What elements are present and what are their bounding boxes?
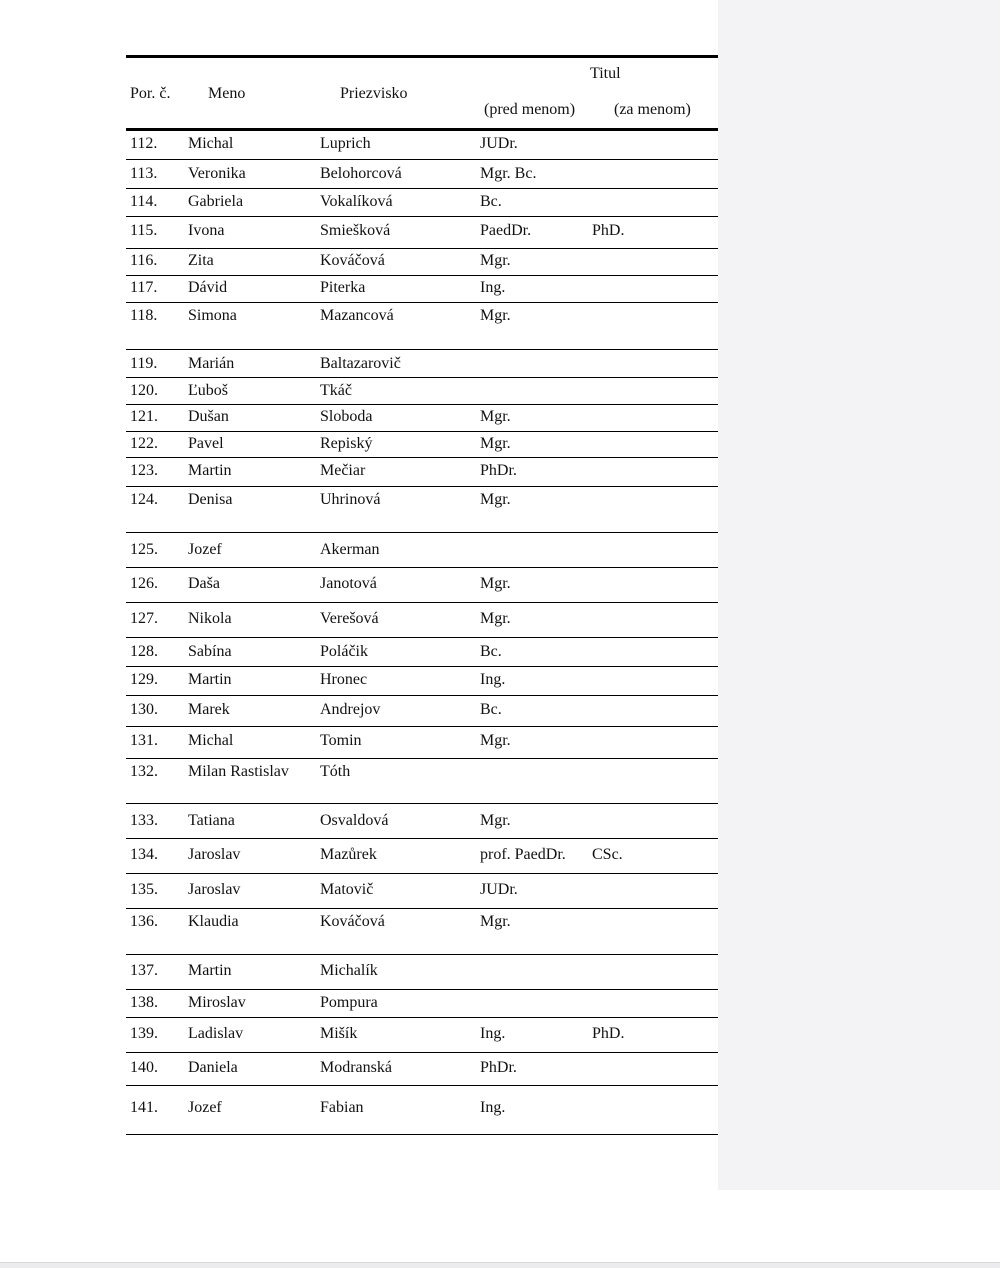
row-title-before: Mgr. [480,913,511,930]
row-title-before: Mgr. [480,408,511,425]
row-first-name: Michal [188,135,234,152]
row-last-name: Kováčová [320,913,385,930]
row-last-name: Smiešková [320,222,391,239]
table-body [126,131,718,1135]
header-za-menom: (za menom) [614,101,691,118]
row-first-name: Jozef [188,1099,222,1116]
row-last-name: Andrejov [320,701,381,718]
table-row [126,1086,718,1135]
row-number: 132. [130,763,158,780]
row-first-name: Jaroslav [188,846,241,863]
row-last-name: Osvaldová [320,812,389,829]
row-first-name: Martin [188,962,232,979]
row-first-name: Sabína [188,643,232,660]
row-number: 131. [130,732,158,749]
header-pred-menom: (pred menom) [484,101,576,118]
row-last-name: Baltazarovič [320,355,401,372]
table-row [126,160,718,189]
row-last-name: Belohorcová [320,165,402,182]
table-row [126,533,718,568]
viewer-background [718,0,1000,1190]
header-por: Por. č. [130,85,171,102]
row-last-name: Modranská [320,1059,392,1076]
next-page-edge [0,1262,1000,1268]
row-last-name: Piterka [320,279,366,296]
table-row [126,759,718,804]
row-title-before: Mgr. [480,610,511,627]
row-title-before: Bc. [480,643,502,660]
row-last-name: Michalík [320,962,378,979]
row-number: 141. [130,1099,158,1116]
row-title-before: PhDr. [480,1059,517,1076]
row-first-name: Klaudia [188,913,239,930]
row-title-before: Bc. [480,193,502,210]
row-last-name: Akerman [320,541,380,558]
row-title-before: Mgr. [480,435,511,452]
row-first-name: Denisa [188,491,233,508]
row-first-name: Marián [188,355,235,372]
table-row [126,568,718,603]
row-first-name: Miroslav [188,994,246,1011]
row-first-name: Jaroslav [188,881,241,898]
page-gap [0,1190,1000,1262]
row-number: 115. [130,222,158,239]
row-first-name: Daša [188,575,220,592]
row-number: 129. [130,671,158,688]
row-last-name: Mišík [320,1025,358,1042]
table-row [126,603,718,638]
row-last-name: Tomin [320,732,362,749]
row-title-before: Mgr. [480,732,511,749]
row-last-name: Repiský [320,435,373,452]
row-number: 118. [130,307,158,324]
row-number: 120. [130,382,158,399]
row-last-name: Fabian [320,1099,364,1116]
row-last-name: Verešová [320,610,379,627]
row-number: 138. [130,994,158,1011]
row-first-name: Tatiana [188,812,235,829]
row-title-before: Ing. [480,1099,506,1116]
table-row [126,487,718,533]
row-title-before: JUDr. [480,881,518,898]
row-number: 124. [130,491,158,508]
table-row [126,839,718,874]
row-number: 117. [130,279,158,296]
row-title-before: Mgr. [480,575,511,592]
table-row [126,350,718,378]
table-row [126,696,718,727]
row-first-name: Michal [188,732,234,749]
row-last-name: Poláčik [320,643,368,660]
table-row [126,638,718,667]
row-first-name: Zita [188,252,214,269]
row-title-before: Ing. [480,1025,506,1042]
row-first-name: Daniela [188,1059,238,1076]
row-first-name: Milan Rastislav [188,763,289,780]
row-last-name: Matovič [320,881,374,898]
table-row [126,405,718,432]
row-number: 134. [130,846,158,863]
row-first-name: Ľuboš [188,382,228,399]
row-title-before: Mgr. [480,491,511,508]
members-table [126,55,718,1135]
row-first-name: Martin [188,671,232,688]
table-row [126,727,718,759]
row-number: 136. [130,913,158,930]
row-number: 135. [130,881,158,898]
row-number: 116. [130,252,158,269]
row-number: 123. [130,462,158,479]
row-first-name: Simona [188,307,237,324]
row-first-name: Dávid [188,279,228,296]
row-last-name: Mečiar [320,462,366,479]
row-number: 121. [130,408,158,425]
row-last-name: Sloboda [320,408,373,425]
row-first-name: Gabriela [188,193,244,210]
row-last-name: Pompura [320,994,378,1011]
row-last-name: Janotová [320,575,377,592]
row-last-name: Luprich [320,135,371,152]
header-meno: Meno [208,85,246,102]
row-first-name: Nikola [188,610,232,627]
row-number: 139. [130,1025,158,1042]
table-row [126,458,718,487]
table-row [126,217,718,249]
row-last-name: Vokalíková [320,193,393,210]
table-row [126,909,718,955]
row-first-name: Martin [188,462,232,479]
header-titul: Titul [590,65,621,82]
row-last-name: Hronec [320,671,368,688]
row-title-before: Mgr. [480,307,511,324]
row-title-before: Mgr. [480,252,511,269]
row-title-before: JUDr. [480,135,518,152]
table-row [126,131,718,160]
row-title-before: Ing. [480,671,506,688]
table-row [126,189,718,217]
row-title-before: PhDr. [480,462,517,479]
row-title-before: PaedDr. [480,222,532,239]
table-row [126,1018,718,1053]
row-first-name: Dušan [188,408,229,425]
row-last-name: Tkáč [320,382,352,399]
row-last-name: Tóth [320,763,351,780]
header-priezvisko: Priezvisko [340,85,408,102]
row-first-name: Ladislav [188,1025,244,1042]
row-title-after: PhD. [592,222,625,239]
row-last-name: Kováčová [320,252,385,269]
row-number: 126. [130,575,158,592]
row-number: 125. [130,541,158,558]
row-number: 112. [130,135,158,152]
row-number: 113. [130,165,158,182]
row-last-name: Mazůrek [320,846,377,863]
row-number: 122. [130,435,158,452]
row-first-name: Marek [188,701,230,718]
row-number: 114. [130,193,158,210]
row-title-after: PhD. [592,1025,625,1042]
table-row [126,249,718,276]
row-number: 128. [130,643,158,660]
table-row [126,276,718,303]
row-title-before: Mgr. [480,812,511,829]
table-row [126,1053,718,1086]
table-row [126,432,718,458]
row-first-name: Jozef [188,541,222,558]
row-first-name: Pavel [188,435,224,452]
row-title-before: prof. PaedDr. [480,846,566,863]
table-row [126,874,718,909]
row-number: 119. [130,355,158,372]
row-number: 130. [130,701,158,718]
table-row [126,804,718,839]
row-number: 133. [130,812,158,829]
row-title-before: Mgr. Bc. [480,165,537,182]
row-number: 140. [130,1059,158,1076]
table-row [126,955,718,990]
row-last-name: Mazancová [320,307,394,324]
row-number: 137. [130,962,158,979]
table-row [126,667,718,696]
row-title-after: CSc. [592,846,623,863]
table-row [126,303,718,350]
row-title-before: Ing. [480,279,506,296]
table-header [126,55,718,131]
row-number: 127. [130,610,158,627]
row-title-before: Bc. [480,701,502,718]
table-row [126,990,718,1018]
row-last-name: Uhrinová [320,491,381,508]
row-first-name: Ivona [188,222,225,239]
table-row [126,378,718,405]
row-first-name: Veronika [188,165,246,182]
